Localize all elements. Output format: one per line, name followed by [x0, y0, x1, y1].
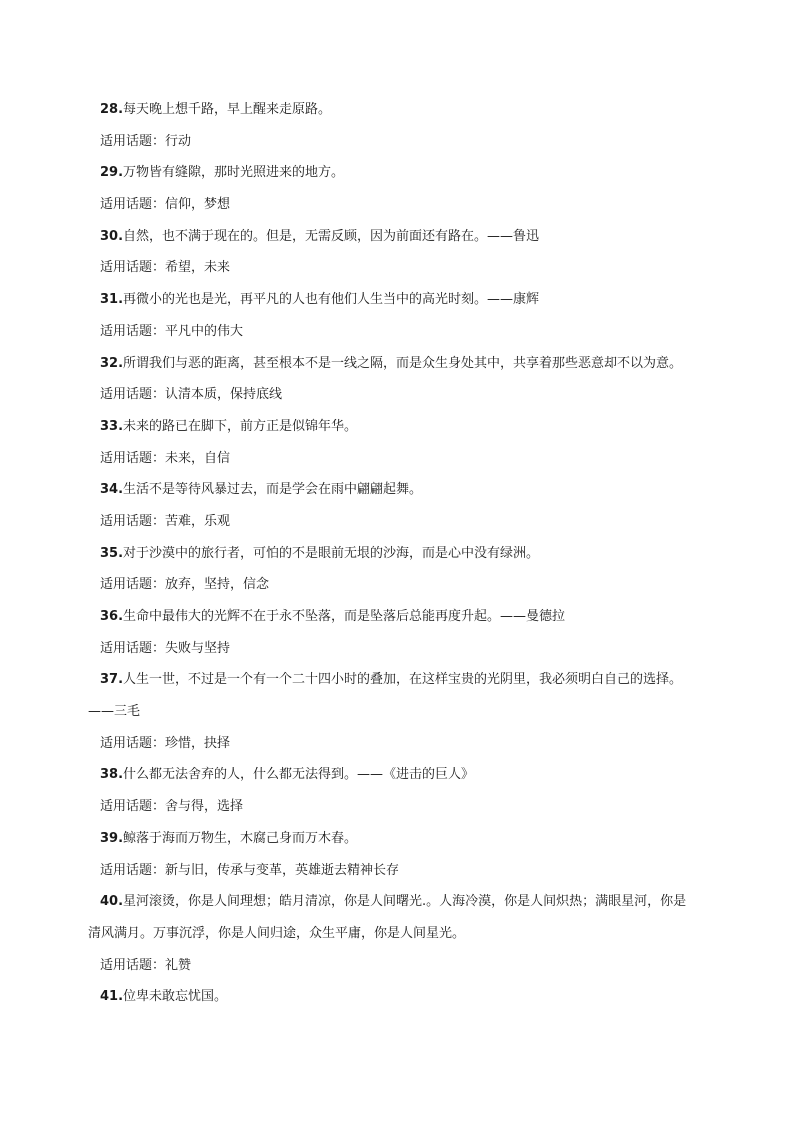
quote-number: 30.	[100, 228, 124, 244]
quote-number: 41.	[100, 989, 124, 1005]
quote-topic: 适用话题：行动	[100, 133, 192, 149]
quote-topic: 适用话题：珍惜，抉择	[100, 735, 231, 751]
quote-topic: 适用话题：未来，自信	[100, 450, 231, 466]
quote-topic: 适用话题：苦难，乐观	[100, 513, 231, 529]
quote-topic: 适用话题：新与旧，传承与变革，英雄逝去精神长存	[100, 862, 400, 878]
quote-item	[100, 606, 720, 628]
quote-number: 35.	[100, 545, 124, 561]
quote-item	[100, 986, 720, 1008]
quote-text: 人生一世，不过是一个有一个二十四小时的叠加，在这样宝贵的光阴里，我必须明白自己的选择。	[123, 672, 683, 688]
quote-topic: 适用话题：失败与坚持	[100, 640, 231, 656]
quote-text: 位卑未敢忘忧国。	[123, 989, 228, 1005]
quote-number: 28.	[100, 102, 124, 117]
quote-item	[100, 828, 720, 850]
quote-topic: 适用话题：信仰，梦想	[100, 197, 231, 213]
quote-text: 鲸落于海而万物生，木腐己身而万木春。	[123, 830, 358, 846]
quote-text: 万物皆有缝隙，那时光照进来的地方。	[123, 165, 345, 181]
quote-topic: 适用话题：平凡中的伟大	[100, 323, 244, 339]
quote-number: 37.	[100, 672, 124, 688]
quote-item	[100, 764, 720, 786]
quote-text: 再微小的光也是光，再平凡的人也有他们人生当中的高光时刻。——康辉	[123, 292, 540, 308]
quote-text: 星河滚烫，你是人间理想；皓月清凉，你是人间曙光.。人海冷漠，你是人间炽热；满眼星河，你是	[123, 894, 687, 910]
quote-number: 39.	[100, 830, 124, 846]
quote-text: 未来的路已在脚下，前方正是似锦年华。	[123, 418, 358, 434]
quote-item	[100, 162, 720, 184]
quote-text: 每天晚上想千路，早上醒来走原路。	[123, 102, 332, 117]
quote-text: 生命中最伟大的光辉不在于永不坠落，而是坠落后总能再度升起。——曼德拉	[123, 609, 566, 624]
quote-topic: 适用话题：礼赞	[100, 957, 192, 973]
quote-item	[100, 416, 720, 438]
quote-number: 31.	[100, 292, 124, 308]
quote-item	[100, 891, 720, 913]
quote-text-continued: 清风满月。万事沉浮，你是人间归途，众生平庸，你是人间星光。	[88, 925, 466, 941]
quote-number: 33.	[100, 418, 124, 434]
quote-number: 34.	[100, 482, 124, 498]
quote-list	[88, 99, 720, 1018]
quote-item	[100, 99, 720, 121]
quote-item	[100, 289, 720, 311]
quote-number: 40.	[100, 894, 124, 910]
quote-text: 对于沙漠中的旅行者，可怕的不是眼前无垠的沙海，而是心中没有绿洲。	[123, 545, 540, 561]
quote-item	[100, 669, 720, 691]
quote-item	[100, 226, 720, 248]
quote-item	[100, 479, 720, 501]
quote-text: 生活不是等待风暴过去，而是学会在雨中翩翩起舞。	[123, 482, 423, 498]
quote-item	[100, 543, 720, 565]
quote-number: 32.	[100, 355, 124, 371]
quote-number: 38.	[100, 767, 124, 783]
quote-number: 29.	[100, 165, 124, 181]
quote-text-continued: ——三毛	[88, 704, 141, 720]
quote-item	[100, 353, 720, 375]
quote-topic: 适用话题：放弃，坚持，信念	[100, 577, 270, 593]
quote-topic: 适用话题：舍与得，选择	[100, 799, 244, 815]
quote-text: 什么都无法舍弃的人，什么都无法得到。——《进击的巨人》	[123, 767, 475, 783]
quote-topic: 适用话题：希望，未来	[100, 260, 231, 276]
quote-text: 自然，也不满于现在的。但是，无需反顾，因为前面还有路在。——鲁迅	[123, 228, 540, 244]
quote-topic: 适用话题：认清本质，保持底线	[100, 387, 283, 403]
quote-text: 所谓我们与恶的距离，甚至根本不是一线之隔，而是众生身处其中，共享着那些恶意却不以为意。	[123, 355, 683, 371]
quote-number: 36.	[100, 609, 124, 624]
